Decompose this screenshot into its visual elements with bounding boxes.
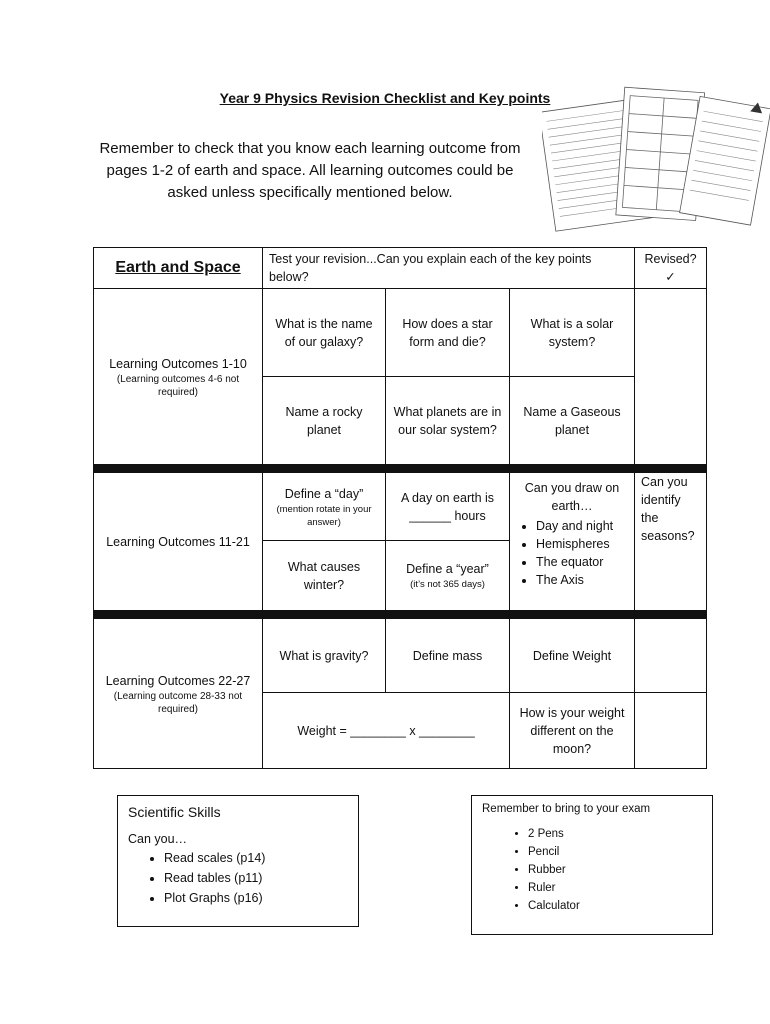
revised-checkbox-3a[interactable]	[635, 619, 707, 693]
skills-intro: Can you…	[128, 832, 188, 846]
list-item: • Plot Graphs (p16)	[164, 888, 358, 908]
list-item: • Hemispheres	[536, 535, 628, 553]
question-draw-earth: Can you draw on earth… • Day and night • Hemispheres • The equator • The Axis	[510, 473, 635, 611]
question-gaseous-planet: Name a Gaseous planet	[510, 377, 635, 465]
list-item: • Rubber	[528, 861, 712, 879]
learning-outcomes-1-10: Learning Outcomes 1-10 (Learning outcomes 4-6 not required)	[94, 289, 263, 465]
learning-outcomes-11-21: Learning Outcomes 11-21	[94, 473, 263, 611]
question-moon-weight: How is your weight different on the moon?	[510, 693, 635, 769]
list-item: • Read tables (p11)	[164, 868, 358, 888]
revised-header: Revised? ✓	[635, 248, 707, 289]
skills-list	[118, 848, 358, 908]
list-item: • The equator	[536, 553, 628, 571]
list-item: • Day and night	[536, 517, 628, 535]
section-heading: Earth and Space	[94, 248, 263, 289]
page-title: Year 9 Physics Revision Checklist and Key points	[219, 90, 551, 106]
list-item: • Calculator	[528, 897, 712, 915]
question-star: How does a star form and die?	[386, 289, 510, 377]
revision-checklist-table	[93, 247, 707, 769]
question-rocky-planet: Name a rocky planet	[263, 377, 386, 465]
exam-list	[472, 825, 712, 915]
instruction-text: Test your revision...Can you explain each of the key points below?	[263, 248, 635, 289]
list-item: • Ruler	[528, 879, 712, 897]
revised-checkbox-1[interactable]	[635, 289, 707, 465]
exam-heading: Remember to bring to your exam	[482, 803, 651, 815]
list-item: • Pencil	[528, 843, 712, 861]
section-divider	[94, 465, 707, 473]
question-define-year: Define a “year” (it’s not 365 days)	[386, 541, 510, 611]
question-solar-system: What is a solar system?	[510, 289, 635, 377]
draw-earth-list	[516, 517, 628, 589]
question-define-day: Define a “day” (mention rotate in your answer)	[263, 473, 386, 541]
intro-paragraph: Remember to check that you know each learning outcome from pages 1-2 of earth and space. All learning outcomes could be asked unless specifically mentioned below.	[99, 140, 521, 201]
section-divider	[94, 611, 707, 619]
question-mass: Define mass	[386, 619, 510, 693]
question-winter: What causes winter?	[263, 541, 386, 611]
question-gravity: What is gravity?	[263, 619, 386, 693]
question-galaxy: What is the name of our galaxy?	[263, 289, 386, 377]
question-seasons: Can you identify the seasons?	[635, 473, 707, 611]
question-day-hours: A day on earth is ______ hours	[386, 473, 510, 541]
skills-heading: Scientific Skills	[128, 804, 221, 820]
list-item: • Read scales (p14)	[164, 848, 358, 868]
question-weight: Define Weight	[510, 619, 635, 693]
scientific-skills-box	[117, 795, 359, 927]
exam-reminder-box	[471, 795, 713, 935]
checklist-thumbnail-image	[542, 82, 770, 232]
checkmark-icon: ✓	[665, 270, 676, 284]
list-item: • 2 Pens	[528, 825, 712, 843]
learning-outcomes-22-27: Learning Outcomes 22-27 (Learning outcome 28-33 not required)	[94, 619, 263, 769]
revised-checkbox-3b[interactable]	[635, 693, 707, 769]
weight-formula: Weight = ________ x ________	[263, 693, 510, 769]
question-planets: What planets are in our solar system?	[386, 377, 510, 465]
list-item: • The Axis	[536, 571, 628, 589]
